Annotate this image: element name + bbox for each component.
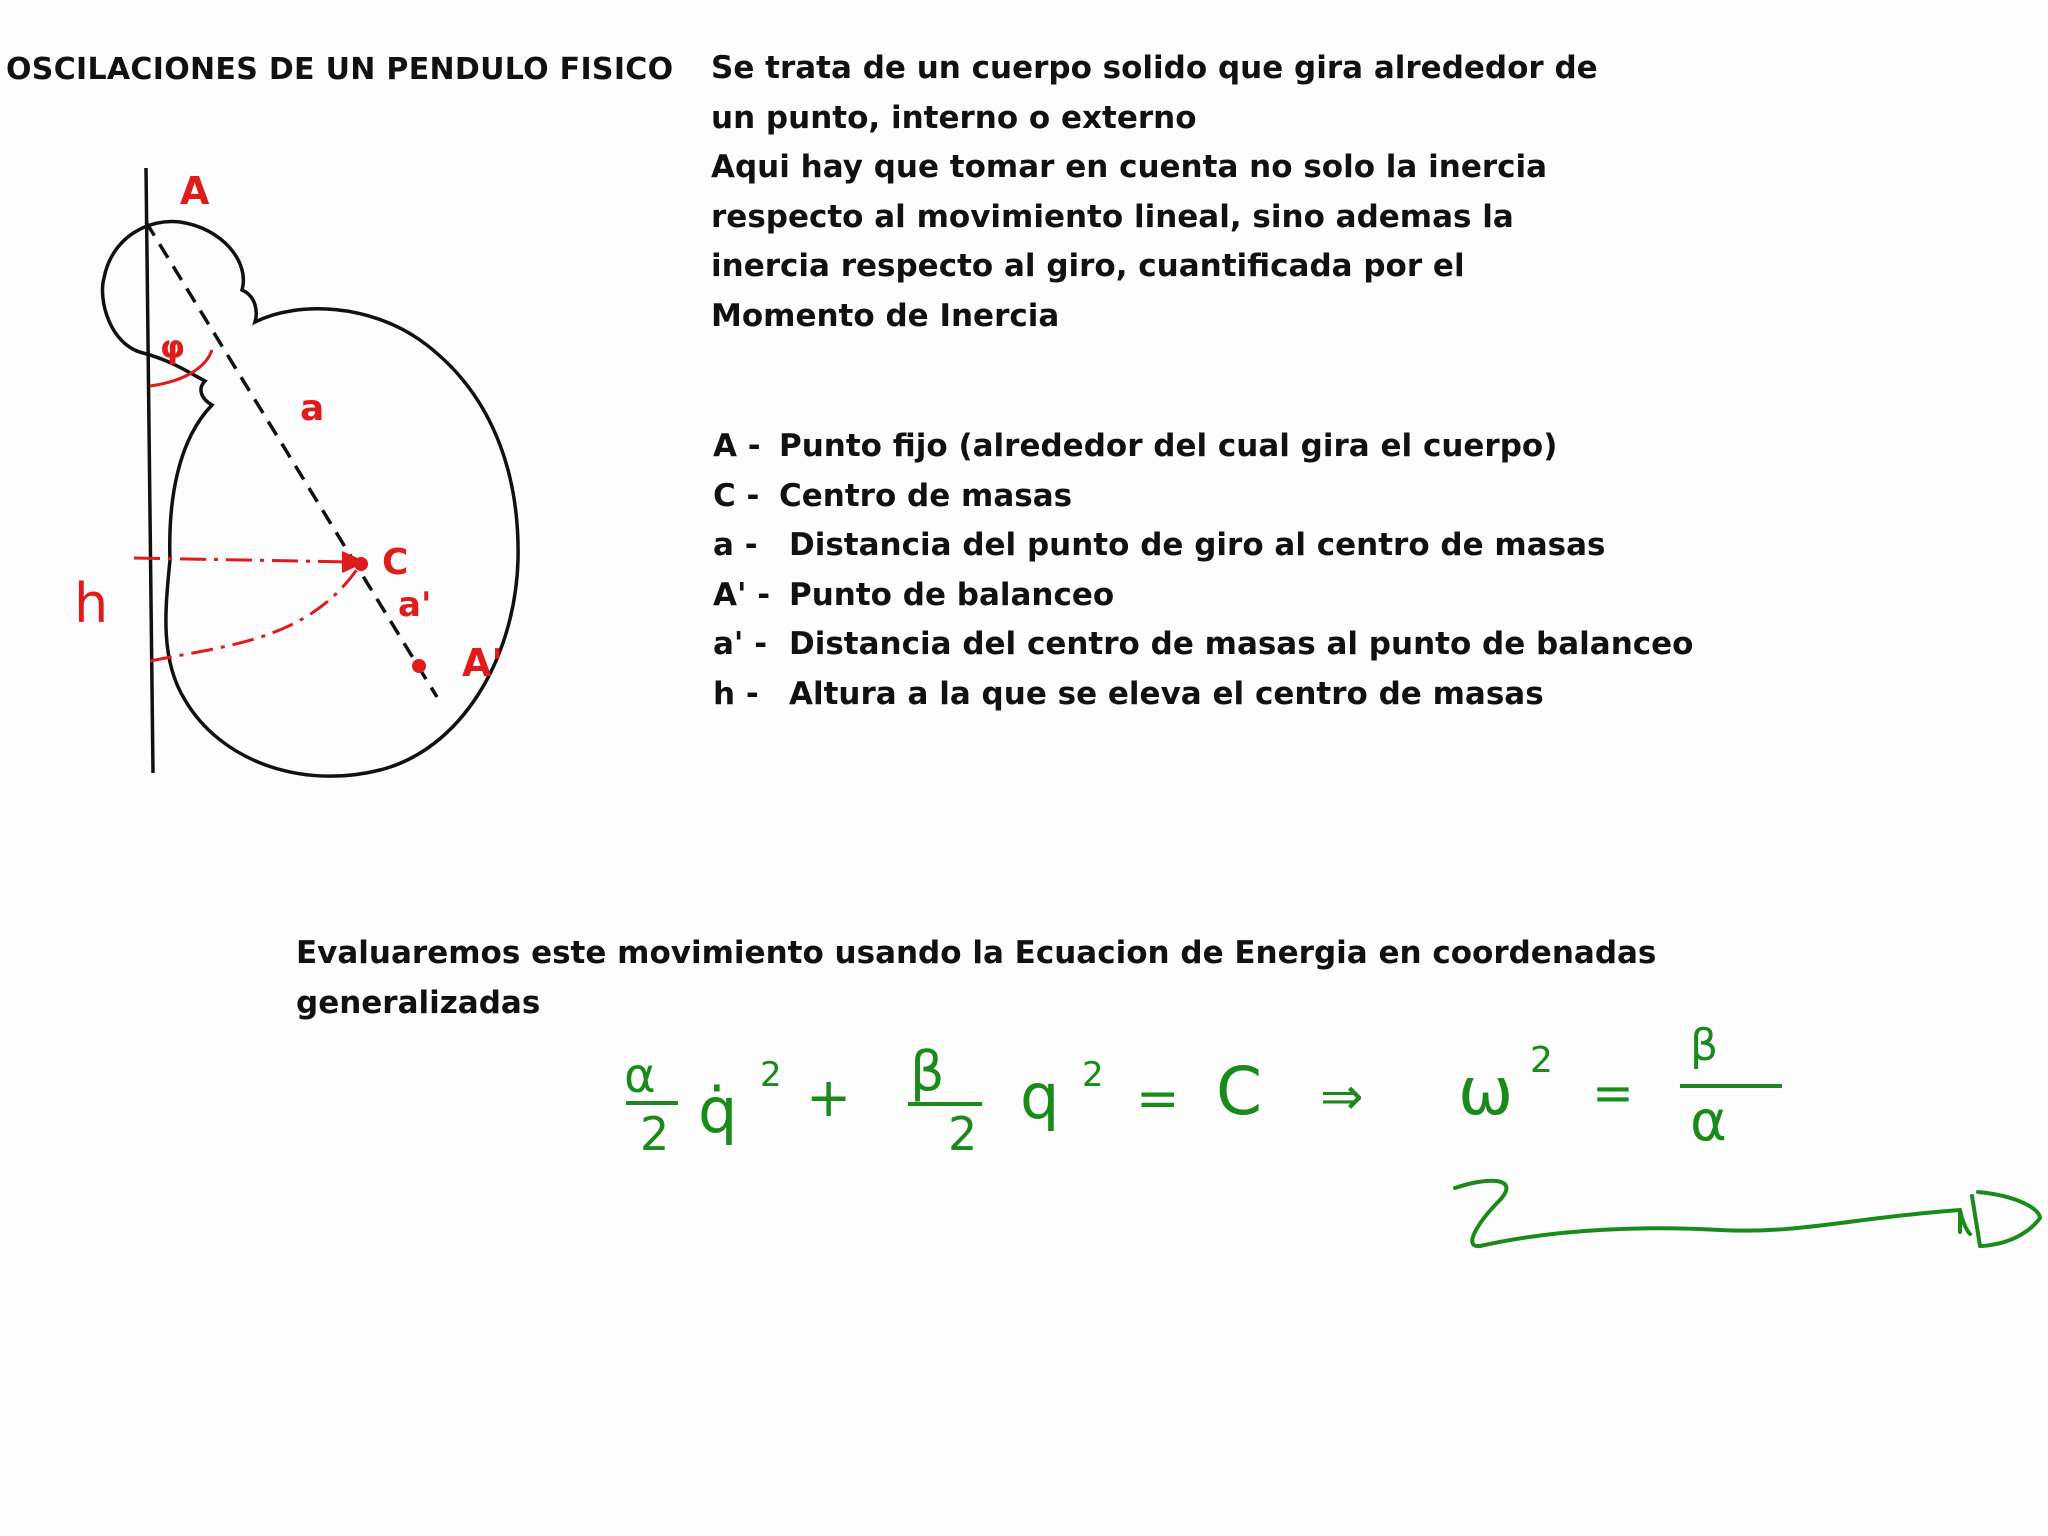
legend-text: Distancia del punto de giro al centro de masas xyxy=(789,527,1606,563)
evaluation-line: Evaluaremos este movimiento usando la Ecuacion de Energia en coordenadas xyxy=(296,935,1657,971)
equation-equals: = xyxy=(1136,1069,1180,1129)
equation-equals: = xyxy=(1592,1064,1634,1122)
equation-alpha: α xyxy=(624,1048,656,1104)
equation-implies: ⇒ xyxy=(1320,1067,1364,1127)
equation-beta-small: β xyxy=(1690,1020,1719,1071)
legend-key: a - xyxy=(713,527,758,563)
equation-plus: + xyxy=(806,1066,852,1129)
equation-square: 2 xyxy=(760,1055,782,1095)
legend-text: Punto fijo (alrededor del cual gira el cuerpo) xyxy=(779,428,1558,464)
legend-text: Punto de balanceo xyxy=(789,576,1115,613)
legend-key: h - xyxy=(713,675,759,712)
legend-text: Centro de masas xyxy=(779,477,1073,514)
equation-alpha: α xyxy=(1690,1089,1727,1154)
equation-two: 2 xyxy=(948,1107,978,1161)
evaluation-line: generalizadas xyxy=(296,985,541,1021)
intro-line: un punto, interno o externo xyxy=(711,99,1197,136)
legend-key: A - xyxy=(713,428,761,464)
balance-point-label: A' xyxy=(462,641,504,685)
equation-qdot: q̇ xyxy=(698,1074,738,1147)
page-title: OSCILACIONES DE UN PENDULO FISICO xyxy=(6,52,674,87)
arrow-icon xyxy=(1455,1181,2040,1246)
equation-beta: β xyxy=(910,1040,945,1103)
equation-omega: ω xyxy=(1458,1053,1514,1130)
intro-line: Se trata de un cuerpo solido que gira alrededor de xyxy=(711,50,1598,86)
distance-a-prime-label: a' xyxy=(398,585,432,625)
equation-two: 2 xyxy=(640,1107,670,1161)
equation-q: q xyxy=(1020,1060,1060,1133)
intro-line: inercia respecto al giro, cuantificada por el xyxy=(711,248,1465,284)
intro-line: Momento de Inercia xyxy=(711,297,1060,334)
equation-square: 2 xyxy=(1082,1055,1104,1095)
equation-constant: C xyxy=(1216,1053,1263,1130)
distance-a-label: a xyxy=(300,388,325,429)
legend-key: a' - xyxy=(713,626,768,662)
angle-label: φ xyxy=(160,328,186,366)
center-label: C xyxy=(382,542,409,583)
pivot-label: A xyxy=(180,169,210,213)
legend-key: C - xyxy=(713,477,760,514)
intro-line: Aqui hay que tomar en cuenta no solo la inercia xyxy=(711,149,1548,185)
intro-line: respecto al movimiento lineal, sino ademas la xyxy=(711,198,1514,235)
legend-text: Distancia del centro de masas al punto de balanceo xyxy=(789,626,1694,662)
equation-square: 2 xyxy=(1530,1040,1553,1081)
legend-key: A' - xyxy=(713,576,771,613)
height-label: h xyxy=(74,572,109,635)
legend-text: Altura a la que se eleva el centro de masas xyxy=(789,675,1544,712)
